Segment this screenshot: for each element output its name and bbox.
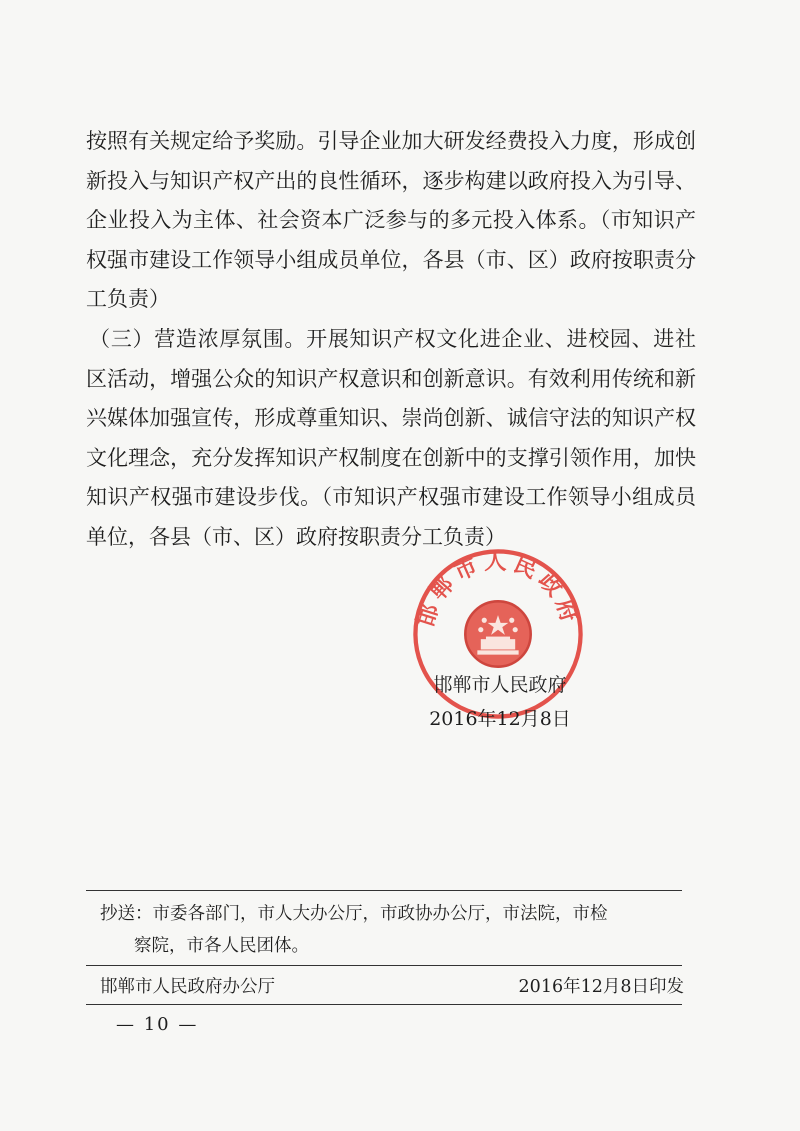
cc-block xyxy=(100,898,670,962)
cc-line-1: 抄送：市委各部门，市人大办公厅，市政协办公厅，市法院，市检 xyxy=(100,904,608,924)
cc-line-2: 察院，市各人民团体。 xyxy=(134,936,309,956)
footer-rule-mid xyxy=(86,965,682,966)
footer-rule-top xyxy=(86,890,682,891)
footer-rule-bottom xyxy=(86,1004,682,1005)
signature-org: 邯郸市人民政府 xyxy=(433,674,567,696)
page-number: — 10 — xyxy=(116,1014,199,1035)
paragraph-incentives: 按照有关规定给予奖励。引导企业加大研发经费投入力度，形成创新投入与知识产权产出的良性循环，逐步构建以政府投入为引导、企业投入为主体、社会资本广泛参与的多元投入体系。（市知识产权强市建设工作领导小组成员单位，各县（市、区）政府按职责分工负责） xyxy=(86,129,696,312)
national-emblem-icon xyxy=(465,601,530,666)
body-text xyxy=(86,122,696,558)
issuer: 邯郸市人民政府办公厅 xyxy=(100,977,275,997)
paragraph-atmosphere: （三）营造浓厚氛围。开展知识产权文化进企业、进校园、进社区活动，增强公众的知识产权意识和创新意识。有效利用传统和新兴媒体加强宣传，形成尊重知识、崇尚创新、诚信守法的知识产权文化理念，充分发挥知识产权制度在创新中的支撑引领作用，加快知识产权强市建设步伐。（市知识产权强市建设工作领导小组成员单位，各县（市、区）政府按职责分工负责） xyxy=(86,326,696,549)
issue-date: 2016年12月8日印发 xyxy=(518,977,684,997)
signature-date: 2016年12月8日 xyxy=(429,708,571,730)
signature-block xyxy=(400,668,600,736)
seal-text: 邯郸市人民政府 xyxy=(412,549,584,630)
